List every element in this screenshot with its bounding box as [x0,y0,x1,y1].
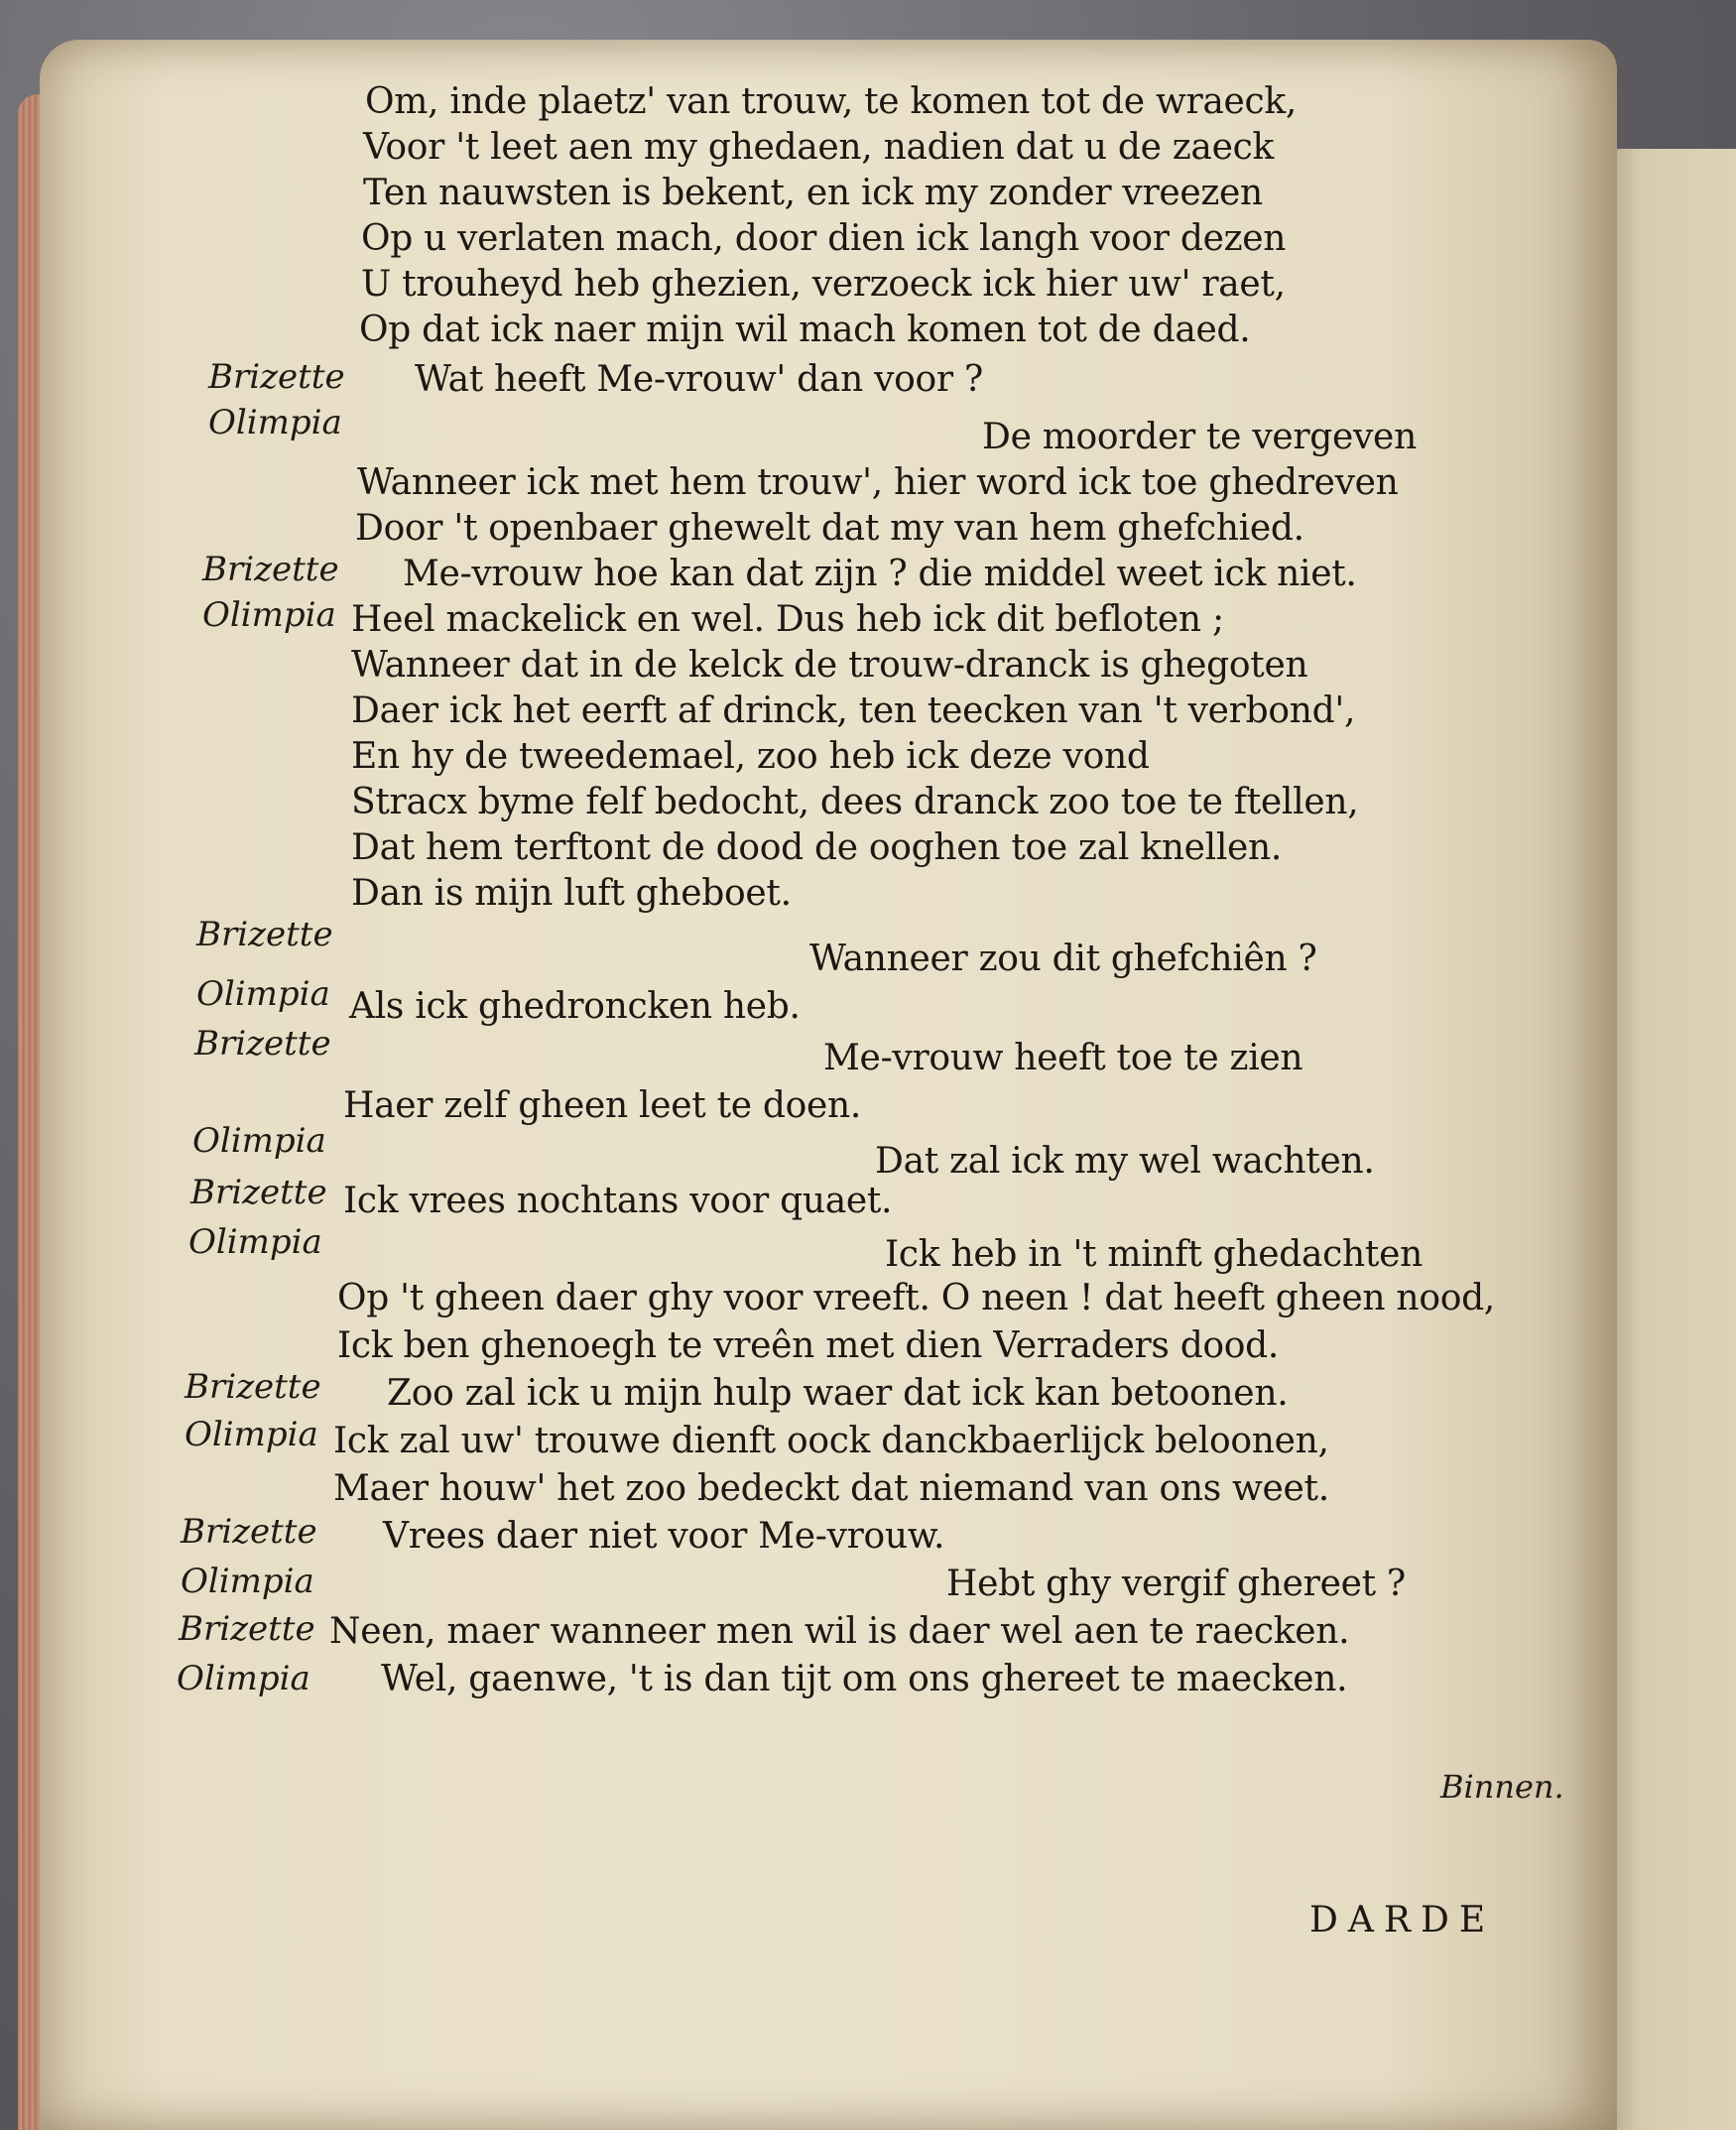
verse-line: Me-vrouw heeft toe te zien [823,1038,1303,1078]
verse-line: Wanneer zou dit ghefchiên ? [809,939,1317,979]
speaker-label: Brizette [196,915,333,954]
verse-line: Als ick ghedroncken heb. [349,986,801,1027]
verse-line: Vrees daer niet voor Me-vrouw. [383,1516,945,1557]
verse-line: Om, inde plaetz' van trouw, te komen tot de wraeck, [365,81,1298,122]
catchword: DARDE [1309,1900,1496,1941]
verse-line: Voor 't leet aen my ghedaen, nadien dat u de zaeck [363,127,1274,168]
verse-line: Wanneer ick met hem trouw', hier word ick toe ghedreven [357,462,1399,503]
verse-line: Stracx byme felf bedocht, dees dranck zoo toe te ftellen, [351,782,1359,822]
speaker-label: Brizette [202,550,339,589]
verse-line: Daer ick het eerft af drinck, ten teecken van 't verbond', [351,690,1356,731]
speaker-label: Olimpia [192,1121,326,1161]
verse-line: Ick vrees nochtans voor quaet. [343,1181,893,1221]
verse-line: U trouheyd heb ghezien, verzoeck ick hier uw' raet, [361,264,1286,305]
speaker-label: Olimpia [202,595,336,635]
verse-line: Zoo zal ick u mijn hulp waer dat ick kan betoonen. [387,1373,1289,1414]
speaker-label: Olimpia [181,1562,314,1601]
verse-line: Neen, maer wanneer men wil is daer wel aen te raecken. [329,1611,1350,1652]
verse-line: Door 't openbaer ghewelt dat my van hem ghefchied. [355,508,1304,549]
verse-line: En hy de tweedemael, zoo heb ick deze vond [351,736,1150,777]
verse-line: Haer zelf gheen leet te doen. [343,1085,862,1126]
verse-line: Op u verlaten mach, door dien ick langh voor dezen [361,218,1287,259]
stage-direction: Binnen. [1440,1768,1564,1806]
speaker-label: Brizette [181,1512,317,1552]
verse-line: Wat heeft Me-vrouw' dan voor ? [415,359,983,400]
verse-line: Hebt ghy vergif ghereet ? [946,1564,1406,1604]
verse-line: Op dat ick naer mijn wil mach komen tot de daed. [359,310,1251,350]
speaker-label: Olimpia [188,1222,322,1262]
speaker-label: Olimpia [177,1659,310,1698]
speaker-label: Olimpia [185,1415,318,1454]
speaker-label: Olimpia [196,974,330,1014]
verse-line: Maer houw' het zoo bedeckt dat niemand van ons weet. [333,1468,1329,1509]
verse-line: Dat zal ick my wel wachten. [875,1141,1375,1182]
verse-line: Ick heb in 't minft ghedachten [885,1234,1423,1275]
speaker-label: Brizette [194,1024,331,1064]
verse-line: Wanneer dat in de kelck de trouw-dranck is ghegoten [351,645,1308,686]
verse-line: Wel, gaenwe, 't is dan tijt om ons ghereet te maecken. [381,1659,1348,1699]
speaker-label: Brizette [190,1173,327,1212]
speaker-label: Olimpia [208,403,342,442]
verse-line: Op 't gheen daer ghy voor vreeft. O neen ! dat heeft gheen nood, [337,1278,1495,1318]
speaker-label: Brizette [208,357,345,397]
verse-line: De moorder te vergeven [982,417,1417,457]
verse-line: Ten nauwsten is bekent, en ick my zonder vreezen [363,173,1263,213]
verse-line: Me-vrouw hoe kan dat zijn ? die middel weet ick niet. [403,554,1357,594]
verse-line: Dat hem terftont de dood de ooghen toe zal knellen. [351,827,1283,868]
verse-line: Dan is mijn luft gheboet. [351,873,792,914]
verse-line: Heel mackelick en wel. Dus heb ick dit befloten ; [351,599,1224,640]
speaker-label: Brizette [179,1609,315,1649]
speaker-label: Brizette [185,1367,321,1407]
verse-line: Ick zal uw' trouwe dienft oock danckbaerlijck beloonen, [333,1421,1329,1461]
verse-line: Ick ben ghenoegh te vreên met dien Verraders dood. [337,1325,1280,1366]
